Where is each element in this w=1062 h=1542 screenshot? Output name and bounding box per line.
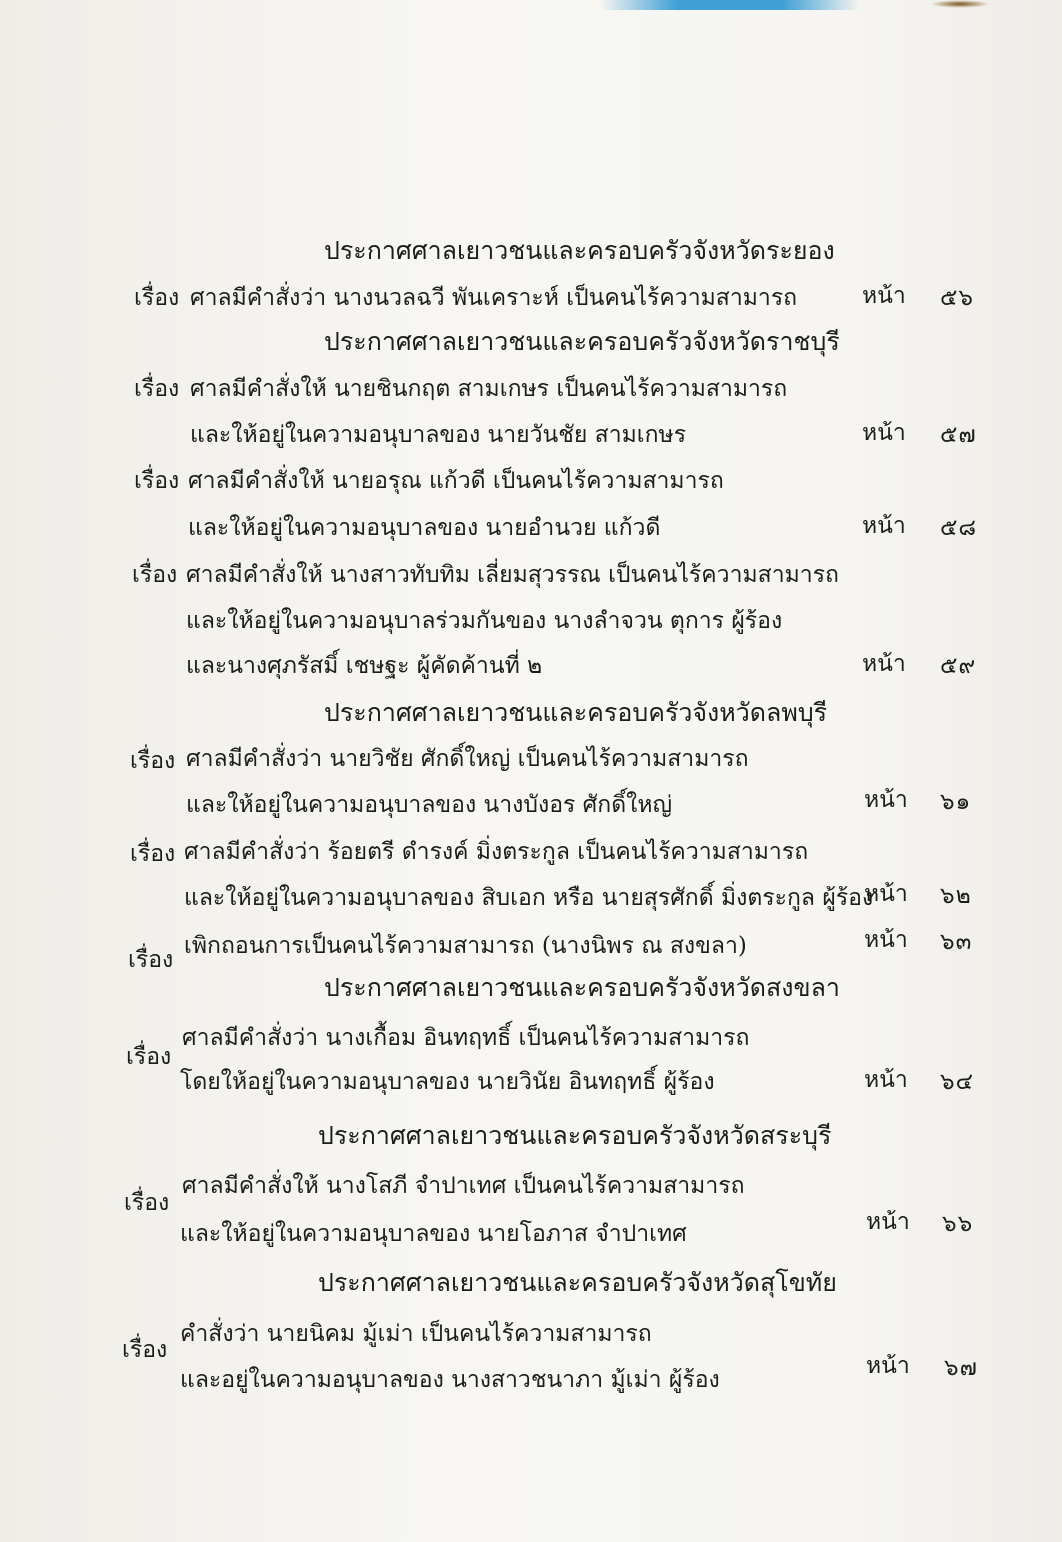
entry-prefix: เรื่อง: [130, 748, 176, 774]
entry-line: ศาลมีคำสั่งให้ นายชินกฤต สามเกษร เป็นคนไร้ความสามารถ: [190, 376, 788, 402]
entry-line: ศาลมีคำสั่งว่า ร้อยตรี ดำรงค์ มิ่งตระกูล เป็นคนไร้ความสามารถ: [184, 839, 809, 865]
section-header: ประกาศศาลเยาวชนและครอบครัวจังหวัดสงขลา: [324, 973, 840, 1002]
page-number: ๕๖: [940, 285, 975, 311]
section-header: ประกาศศาลเยาวชนและครอบครัวจังหวัดราชบุรี: [324, 327, 840, 356]
scan-edge-mark: [930, 0, 990, 8]
page-label: หน้า: [864, 927, 908, 953]
section-header: ประกาศศาลเยาวชนและครอบครัวจังหวัดลพบุรี: [324, 698, 828, 727]
entry-prefix: เรื่อง: [130, 841, 176, 867]
entry-line: ศาลมีคำสั่งให้ นางสาวทับทิม เลี่ยมสุวรรณ เป็นคนไร้ความสามารถ: [186, 562, 839, 588]
page-number: ๕๘: [940, 515, 978, 541]
entry-prefix: เรื่อง: [124, 1190, 170, 1216]
page-label: หน้า: [864, 881, 908, 907]
entry-line: คำสั่งว่า นายนิคม มู้เม่า เป็นคนไร้ความสามารถ: [180, 1321, 652, 1347]
entry-prefix: เรื่อง: [132, 562, 178, 588]
page-label: หน้า: [862, 513, 906, 539]
page-number: ๖๑: [940, 789, 972, 815]
entry-line: และให้อยู่ในความอนุบาลของ นายอำนวย แก้วดี: [188, 515, 661, 541]
entry-line: ศาลมีคำสั่งให้ นางโสภี จำปาเทศ เป็นคนไร้ความสามารถ: [182, 1173, 745, 1199]
page-label: หน้า: [862, 651, 906, 677]
entry-line: ศาลมีคำสั่งว่า นางนวลฉวี พันเคราะห์ เป็นคนไร้ความสามารถ: [190, 285, 798, 311]
entry-line: ศาลมีคำสั่งให้ นายอรุณ แก้วดี เป็นคนไร้ความสามารถ: [188, 468, 724, 494]
entry-line: และอยู่ในความอนุบาลของ นางสาวชนาภา มู้เม่า ผู้ร้อง: [180, 1367, 720, 1393]
entry-prefix: เรื่อง: [134, 285, 180, 311]
entry-prefix: เรื่อง: [122, 1337, 168, 1363]
scan-edge-stripe: [600, 0, 860, 10]
section-header: ประกาศศาลเยาวชนและครอบครัวจังหวัดระยอง: [324, 236, 835, 265]
page-number: ๖๔: [940, 1069, 975, 1095]
entry-prefix: เรื่อง: [128, 947, 174, 973]
entry-line: และให้อยู่ในความอนุบาลของ นายโอภาส จำปาเทศ: [180, 1221, 687, 1247]
entry-line: และให้อยู่ในความอนุบาลของ สิบเอก หรือ นายสุรศักดิ์ มิ่งตระกูล ผู้ร้อง: [184, 885, 874, 911]
entry-line: เพิกถอนการเป็นคนไร้ความสามารถ (นางนิพร ณ สงขลา): [184, 933, 747, 959]
entry-prefix: เรื่อง: [134, 468, 180, 494]
entry-prefix: เรื่อง: [134, 376, 180, 402]
entry-line: และให้อยู่ในความอนุบาลของ นางบังอร ศักดิ์ใหญ่: [186, 792, 673, 818]
page-label: หน้า: [864, 787, 908, 813]
page-label: หน้า: [866, 1209, 910, 1235]
entry-line: และให้อยู่ในความอนุบาลร่วมกันของ นางลำจวน ตุการ ผู้ร้อง: [186, 608, 783, 634]
section-header: ประกาศศาลเยาวชนและครอบครัวจังหวัดสระบุรี: [318, 1121, 832, 1150]
entry-line: และนางศุภรัสมิ์ เชษฐะ ผู้คัดค้านที่ ๒: [186, 653, 543, 679]
entry-prefix: เรื่อง: [126, 1044, 172, 1070]
page-number: ๕๙: [940, 653, 977, 679]
entry-line: โดยให้อยู่ในความอนุบาลของ นายวินัย อินทฤทธิ์ ผู้ร้อง: [180, 1069, 715, 1095]
page-number: ๖๒: [940, 883, 972, 909]
page-number: ๕๗: [940, 422, 977, 448]
entry-line: ศาลมีคำสั่งว่า นายวิชัย ศักดิ์ใหญ่ เป็นคนไร้ความสามารถ: [186, 746, 749, 772]
page-number: ๖๓: [940, 929, 973, 955]
page-label: หน้า: [862, 283, 906, 309]
page-label: หน้า: [866, 1353, 910, 1379]
page-label: หน้า: [864, 1067, 908, 1093]
entry-line: ศาลมีคำสั่งว่า นางเกื้อม อินทฤทธิ์ เป็นคนไร้ความสามารถ: [182, 1025, 750, 1051]
page-number: ๖๖: [942, 1211, 974, 1237]
entry-line: และให้อยู่ในความอนุบาลของ นายวันชัย สามเกษร: [190, 422, 687, 448]
page-number: ๖๗: [944, 1355, 978, 1381]
section-header: ประกาศศาลเยาวชนและครอบครัวจังหวัดสุโขทัย: [318, 1268, 837, 1297]
page-label: หน้า: [862, 420, 906, 446]
